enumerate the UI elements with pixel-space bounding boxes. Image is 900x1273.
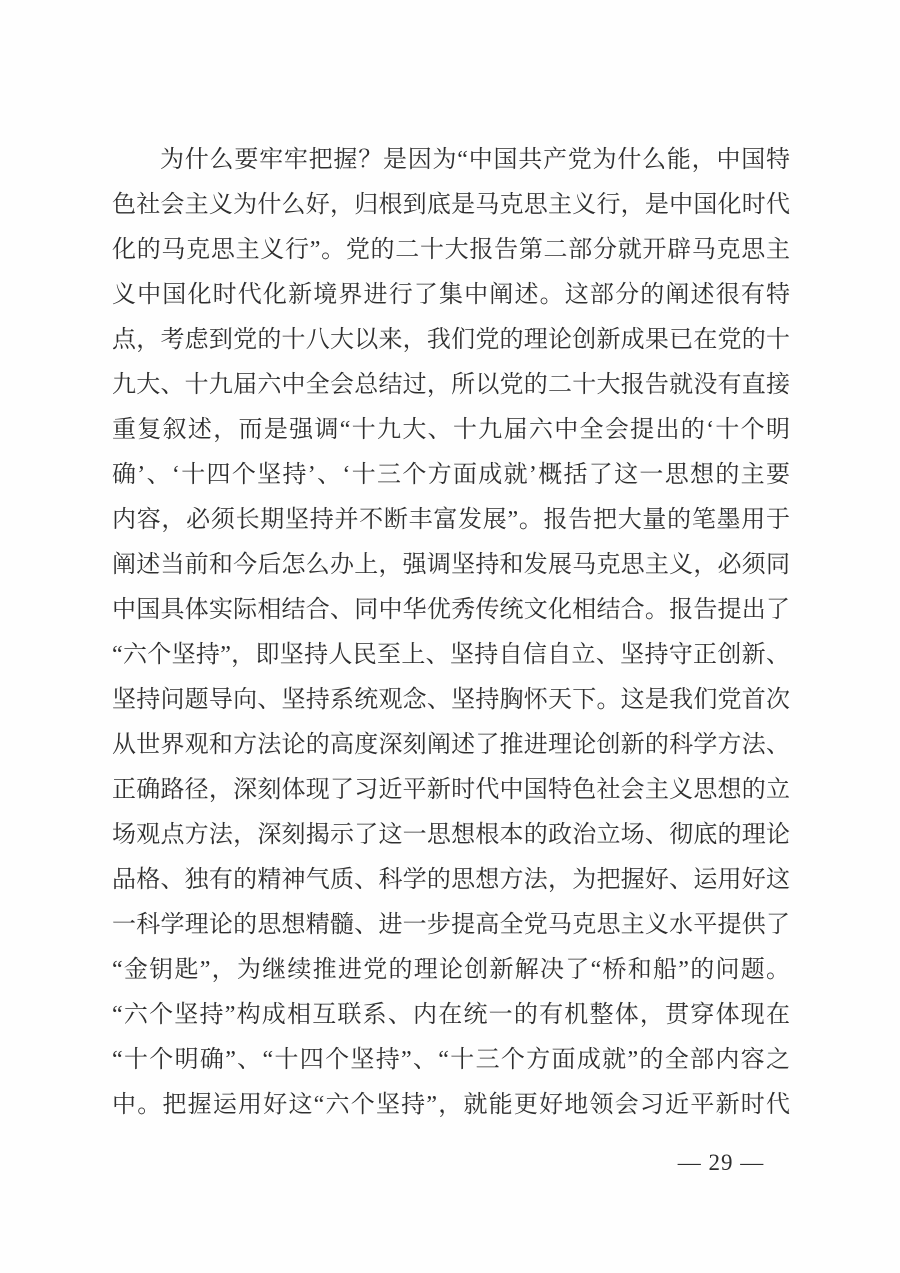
text-line: 坚持问题导向、坚持系统观念、坚持胸怀天下。这是我们党首次 — [112, 687, 790, 713]
text-line: “六个坚持”，即坚持人民至上、坚持自信自立、坚持守正创新、 — [112, 642, 790, 668]
text-line: 确’、‘十四个坚持’、‘十三个方面成就’概括了这一思想的主要 — [112, 462, 790, 488]
text-line: 义中国化时代化新境界进行了集中阐述。这部分的阐述很有特 — [112, 282, 790, 308]
text-line: 场观点方法，深刻揭示了这一思想根本的政治立场、彻底的理论 — [112, 822, 790, 848]
text-line: 化的马克思主义行”。党的二十大报告第二部分就开辟马克思主 — [112, 237, 790, 263]
text-line: 阐述当前和今后怎么办上，强调坚持和发展马克思主义，必须同 — [112, 552, 790, 578]
text-line: 点，考虑到党的十八大以来，我们党的理论创新成果已在党的十 — [112, 327, 790, 353]
text-line: “十个明确”、“十四个坚持”、“十三个方面成就”的全部内容之 — [112, 1047, 790, 1073]
text-line: 一科学理论的思想精髓、进一步提高全党马克思主义水平提供了 — [112, 912, 790, 938]
text-line: 为什么要牢牢把握？是因为“中国共产党为什么能，中国特 — [160, 147, 790, 173]
text-line: 正确路径，深刻体现了习近平新时代中国特色社会主义思想的立 — [112, 777, 790, 803]
text-line: 色社会主义为什么好，归根到底是马克思主义行，是中国化时代 — [112, 192, 790, 218]
text-line: “六个坚持”构成相互联系、内在统一的有机整体，贯穿体现在 — [112, 1002, 790, 1028]
text-line: 内容，必须长期坚持并不断丰富发展”。报告把大量的笔墨用于 — [112, 507, 790, 533]
text-line: 重复叙述，而是强调“十九大、十九届六中全会提出的‘十个明 — [112, 417, 790, 443]
text-line: 从世界观和方法论的高度深刻阐述了推进理论创新的科学方法、 — [112, 732, 790, 758]
text-line: 中国具体实际相结合、同中华优秀传统文化相结合。报告提出了 — [112, 597, 790, 623]
text-line: “金钥匙”，为继续推进党的理论创新解决了“桥和船”的问题。 — [112, 957, 790, 983]
page-number: — 29 — — [677, 1150, 765, 1175]
text-line: 九大、十九届六中全会总结过，所以党的二十大报告就没有直接 — [112, 372, 790, 398]
body-text — [112, 138, 790, 1128]
text-line: 中。把握运用好这“六个坚持”，就能更好地领会习近平新时代 — [112, 1092, 790, 1118]
text-line: 品格、独有的精神气质、科学的思想方法，为把握好、运用好这 — [112, 867, 790, 893]
